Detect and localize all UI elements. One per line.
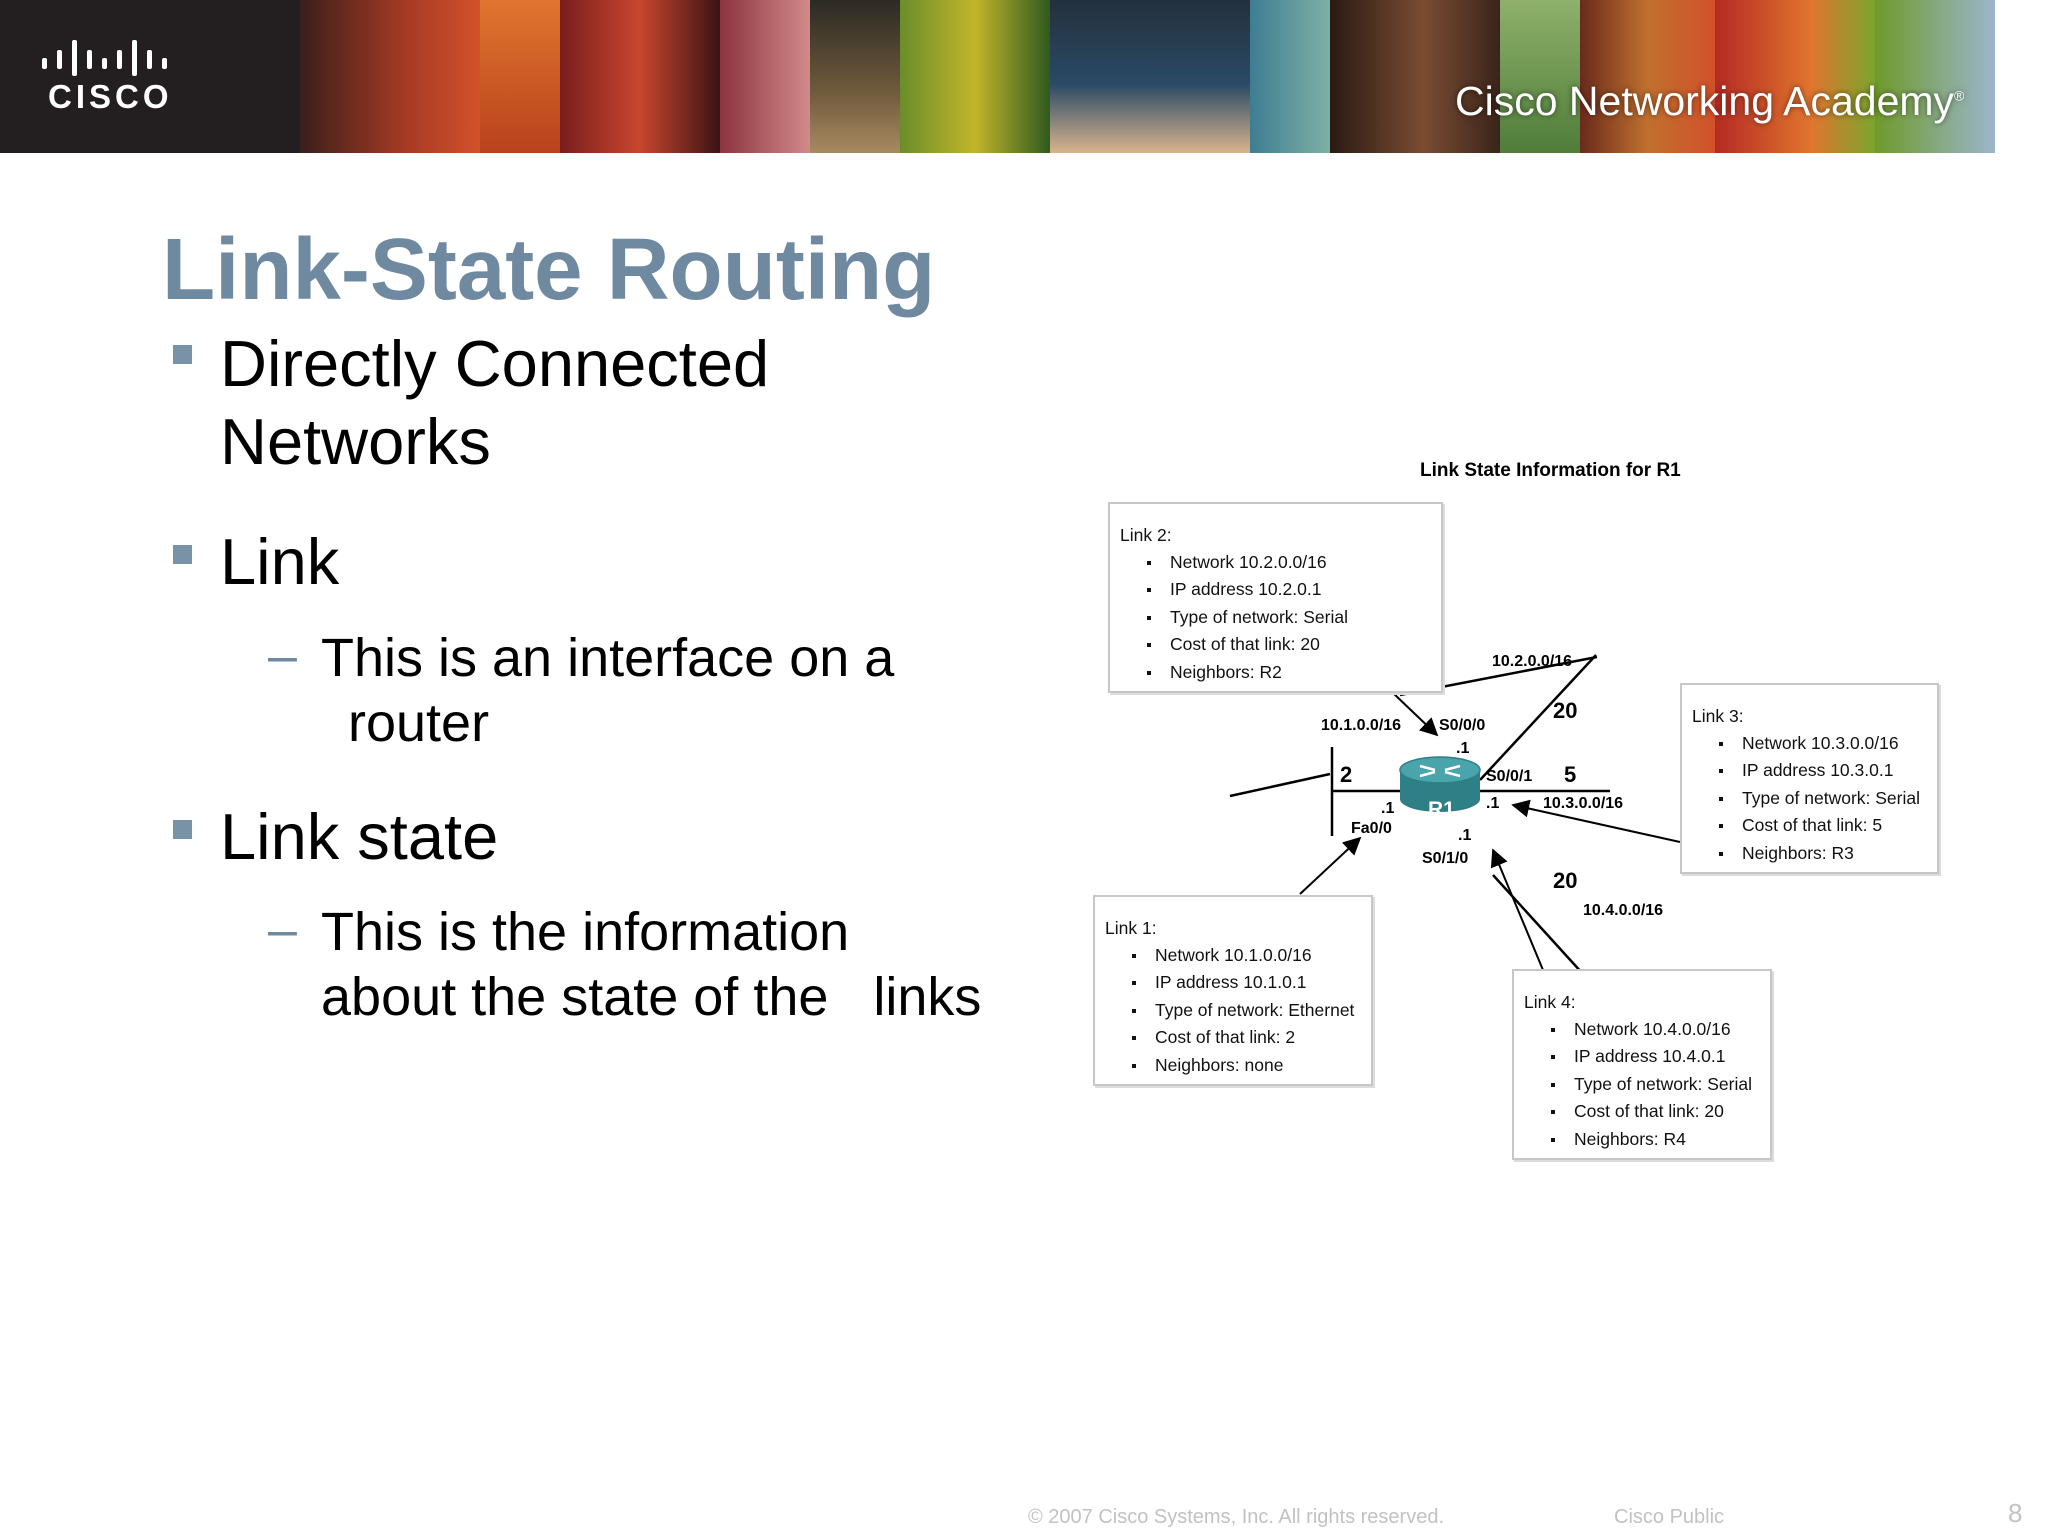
link2-neighbors: Neighbors: R2 [1120,659,1441,686]
link4-head: Link 4: [1524,992,1576,1012]
cisco-wordmark: CISCO [48,78,173,115]
slide-title: Link-State Routing [162,221,936,318]
link2-ip: IP address 10.2.0.1 [1120,576,1441,603]
footer-copyright: © 2007 Cisco Systems, Inc. All rights reserved. [1028,1506,1445,1528]
network-label-10-1: 10.1.0.0/16 [1321,717,1402,734]
bullet-link-state: Link state [220,800,499,873]
network-label-10-4: 10.4.0.0/16 [1583,902,1664,919]
ip-suffix-s000: .1 [1456,740,1470,757]
interface-label-s010: S0/1/0 [1422,850,1469,867]
cost-link4: 20 [1553,868,1578,893]
banner-photo-strip [1715,0,1875,153]
link1-ip: IP address 10.1.0.1 [1105,969,1371,996]
link3-network: Network 10.3.0.0/16 [1692,730,1937,757]
link3-info-box [1680,683,1939,874]
link3-neighbors: Neighbors: R3 [1692,840,1937,867]
link1-cost: Cost of that link: 2 [1105,1024,1371,1051]
link-state-diagram [1080,450,1960,1170]
ip-suffix-s010: .1 [1458,827,1472,844]
network-label-10-2: 10.2.0.0/16 [1492,653,1573,670]
interface-label-s001: S0/0/1 [1486,768,1533,785]
bullet-directly-connected-line1: Directly Connected [220,327,770,400]
banner-photo-strip [480,0,560,153]
sub-bullet-interface-line2: router [348,693,490,753]
cost-link3: 5 [1564,762,1577,787]
banner-photo-strip [1580,0,1715,153]
ip-suffix-fa00: .1 [1381,800,1395,817]
link2-line [1480,655,1596,780]
banner-photo-strip [560,0,720,153]
link2-info-box [1108,502,1443,693]
cisco-logo [40,38,190,118]
link2-type: Type of network: Serial [1120,604,1441,631]
link3-cost: Cost of that link: 5 [1692,812,1937,839]
registered-mark: ® [1954,87,1965,104]
bullet-square [173,820,192,839]
academy-text: Cisco Networking Academy [1455,78,1955,124]
arrow-link4 [1493,850,1543,970]
link1-line [1230,774,1330,796]
link1-network: Network 10.1.0.0/16 [1105,942,1371,969]
bullet-square [173,545,192,564]
page-number: 8 [2008,1498,2023,1528]
cost-link1: 2 [1340,762,1353,787]
sub-bullet-dash: – [268,627,297,685]
banner-photo-strip [1330,0,1500,153]
cost-link2: 20 [1553,698,1578,723]
sub-bullet-information-line1: This is the information [321,902,850,962]
link4-cost: Cost of that link: 20 [1524,1098,1770,1125]
link4-network: Network 10.4.0.0/16 [1524,1016,1770,1043]
link3-ip: IP address 10.3.0.1 [1692,757,1937,784]
banner-photo-strip [1250,0,1330,153]
academy-brand [1455,78,1964,125]
link3-head: Link 3: [1692,706,1744,726]
bullet-link: Link [220,525,340,598]
sub-bullet-interface-line1: This is an interface on a [321,628,895,688]
link4-info-box [1512,969,1772,1160]
banner-photo-strip [810,0,900,153]
interface-label-s000: S0/0/0 [1439,717,1486,734]
sub-bullet-dash: – [268,901,297,959]
router-label: R1 [1428,798,1455,821]
bullet-square [173,345,192,364]
cisco-bars-icon [40,38,190,76]
sub-bullet-information-line2: about the state of the links [321,967,982,1027]
interface-label-fa00: Fa0/0 [1351,820,1392,837]
link4-ip: IP address 10.4.0.1 [1524,1043,1770,1070]
link4-neighbors: Neighbors: R4 [1524,1126,1770,1153]
banner-photo-strip [1995,0,2048,153]
link1-type: Type of network: Ethernet [1105,997,1371,1024]
banner-photo-strip [1875,0,1995,153]
network-label-10-3: 10.3.0.0/16 [1543,795,1624,812]
arrow-link1 [1300,838,1360,894]
header-banner [0,0,2048,153]
banner-photo-strip [1050,0,1250,153]
link4-type: Type of network: Serial [1524,1071,1770,1098]
banner-photo-strip [300,0,480,153]
link1-head: Link 1: [1105,918,1157,938]
link2-head: Link 2: [1120,525,1172,545]
link3-type: Type of network: Serial [1692,785,1937,812]
bullet-directly-connected-line2: Networks [220,405,491,478]
banner-photo-strip [1500,0,1580,153]
link1-neighbors: Neighbors: none [1105,1052,1371,1079]
link1-info-box [1093,895,1373,1086]
banner-photo-strip [720,0,810,153]
banner-photo-strip [900,0,1050,153]
diagram-title: Link State Information for R1 [1420,460,1681,481]
link2-cost: Cost of that link: 20 [1120,631,1441,658]
footer-classification: Cisco Public [1614,1506,1725,1528]
ip-suffix-s001: .1 [1486,795,1500,812]
link2-network: Network 10.2.0.0/16 [1120,549,1441,576]
